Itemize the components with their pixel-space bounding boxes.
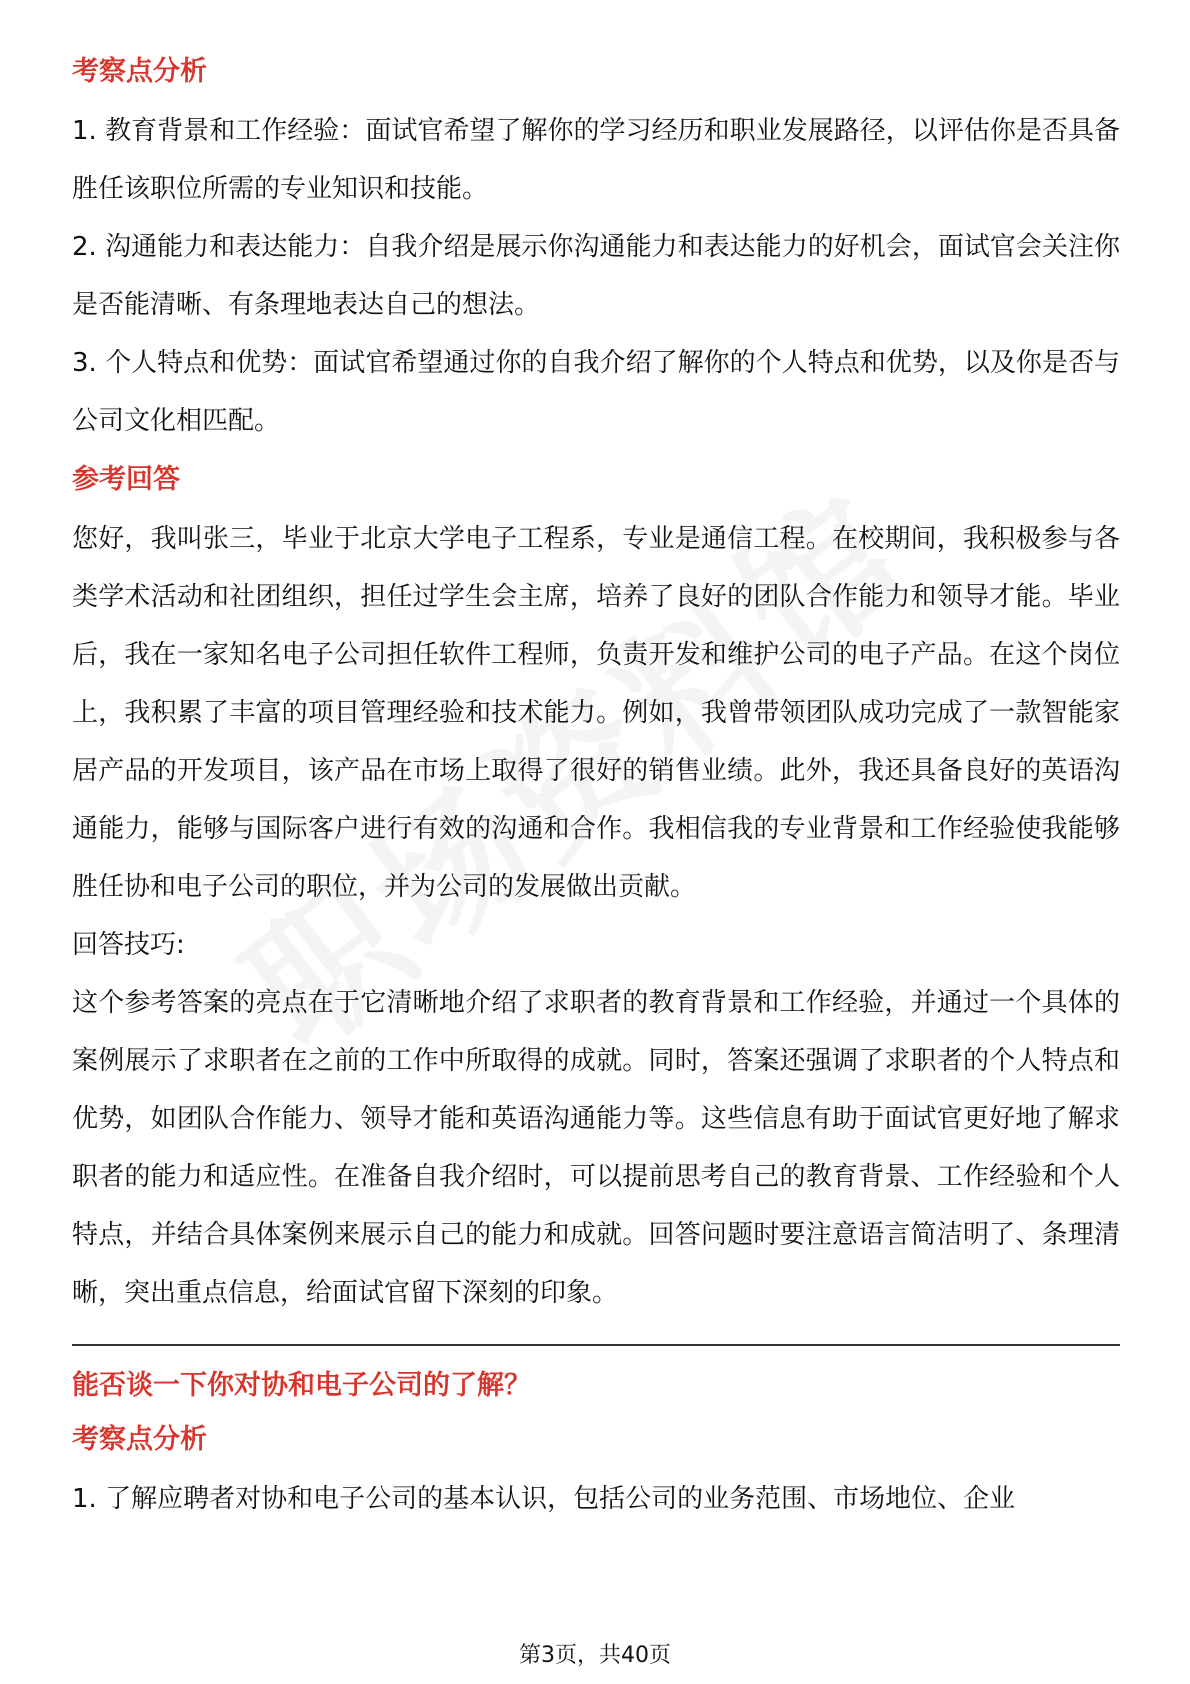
reference-heading: 参考回答 — [72, 464, 180, 495]
analysis-heading: 考察点分析 — [72, 56, 207, 87]
page-content — [72, 52, 1120, 1528]
tips-text: 这个参考答案的亮点在于它清晰地介绍了求职者的教育背景和工作经验，并通过一个具体的案例展示了求职者在之前的工作中所取得的成就。同时，答案还强调了求职者的个人特点和优势，如团队合作能力、领导才能和英语沟通能力等。这些信息有助于面试官更好地了解求职者的能力和适应性。在准备自我介绍时，可以提前思考自己的教育背景、工作经验和个人特点，并结合具体案例来展示自己的能力和成就。回答问题时要注意语言简洁明了、条理清晰，突出重点信息，给面试官留下深刻的印象。 — [72, 988, 1120, 1308]
tips-label: 回答技巧: — [72, 930, 185, 960]
analysis-item: 1. 教育背景和工作经验：面试官希望了解你的学习经历和职业发展路径，以评估你是否具备胜任该职位所需的专业知识和技能。 — [72, 116, 1120, 204]
page-number: 第3页，共40页 — [519, 1643, 671, 1668]
question-title: 能否谈一下你对协和电子公司的了解？ — [72, 1370, 531, 1401]
analysis-heading: 考察点分析 — [72, 1424, 207, 1455]
reference-answer: 您好，我叫张三，毕业于北京大学电子工程系，专业是通信工程。在校期间，我积极参与各类学术活动和社团组织，担任过学生会主席，培养了良好的团队合作能力和领导才能。毕业后，我在一家知名电子公司担任软件工程师，负责开发和维护公司的电子产品。在这个岗位上，我积累了丰富的项目管理经验和技术能力。例如，我曾带领团队成功完成了一款智能家居产品的开发项目，该产品在市场上取得了很好的销售业绩。此外，我还具备良好的英语沟通能力，能够与国际客户进行有效的沟通和合作。我相信我的专业背景和工作经验使我能够胜任协和电子公司的职位，并为公司的发展做出贡献。 — [72, 524, 1120, 902]
analysis-item: 1. 了解应聘者对协和电子公司的基本认识，包括公司的业务范围、市场地位、企业 — [72, 1484, 1016, 1514]
analysis-item: 2. 沟通能力和表达能力：自我介绍是展示你沟通能力和表达能力的好机会，面试官会关注你是否能清晰、有条理地表达自己的想法。 — [72, 232, 1120, 320]
section-divider — [72, 1344, 1120, 1346]
analysis-item: 3. 个人特点和优势：面试官希望通过你的自我介绍了解你的个人特点和优势，以及你是否与公司文化相匹配。 — [72, 348, 1120, 436]
